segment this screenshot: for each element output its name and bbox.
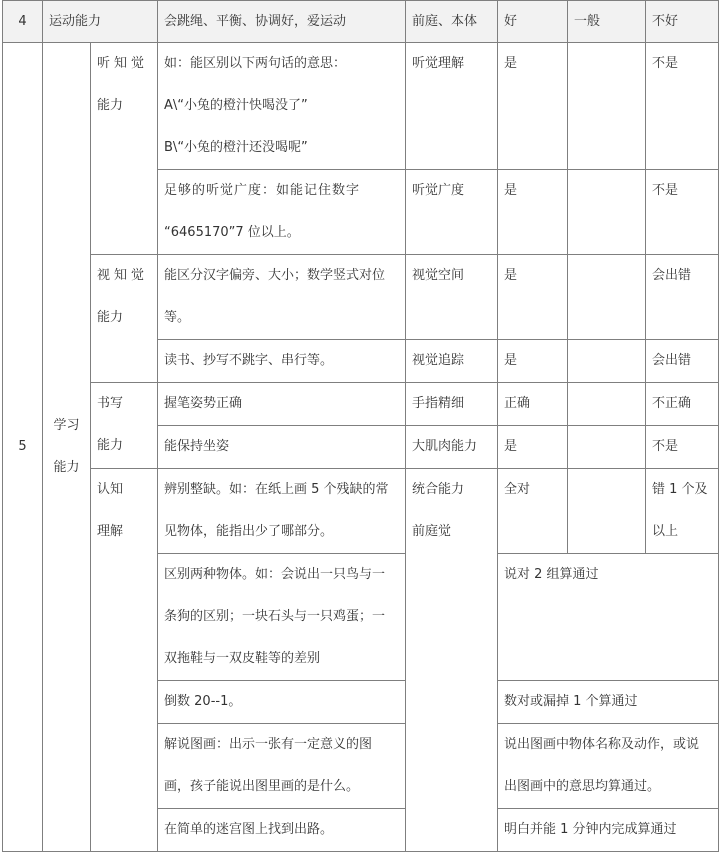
description-line: 能区分汉字偏旁、大小；数学竖式对位 bbox=[164, 268, 386, 283]
description-line: 等。 bbox=[164, 310, 191, 325]
description-line: 解说图画：出示一张有一定意义的图 bbox=[164, 737, 373, 752]
bad-line: 以上 bbox=[652, 524, 679, 539]
group-label-line: 能力 bbox=[97, 310, 124, 325]
row-hearing-comprehension bbox=[3, 43, 719, 170]
group-label-line: 认知 bbox=[97, 482, 124, 497]
description-line: 画，孩子能说出图里画的是什么。 bbox=[164, 779, 360, 794]
bad-cell: 不是 bbox=[646, 43, 719, 170]
pass-criteria-cell: 说对 2 组算通过 bbox=[498, 554, 719, 681]
section-category-line: 能力 bbox=[53, 460, 80, 475]
good-header: 好 bbox=[498, 1, 568, 43]
area-cell: 视觉追踪 bbox=[406, 340, 498, 383]
description-line: 条狗的区别；一块石头与一只鸡蛋；一 bbox=[164, 609, 386, 624]
area-cell bbox=[406, 469, 498, 852]
assessment-table bbox=[2, 0, 719, 852]
average-cell bbox=[568, 43, 646, 170]
group-label-line: 能力 bbox=[97, 98, 124, 113]
pass-criteria-line: 说出图画中物体名称及动作，或说 bbox=[504, 737, 700, 752]
row-motor-ability bbox=[3, 1, 719, 43]
average-cell bbox=[568, 469, 646, 554]
description-line: 足够的听觉广度：如能记住数字 bbox=[164, 183, 361, 198]
good-cell: 全对 bbox=[498, 469, 568, 554]
group-writing bbox=[91, 383, 158, 469]
description-line: B\“小兔的橙汁还没喝呢” bbox=[164, 140, 308, 155]
group-label-line: 视知觉 bbox=[97, 268, 149, 283]
row-number: 4 bbox=[3, 1, 43, 43]
area-cell: 听觉理解 bbox=[406, 43, 498, 170]
description-line: 见物体，能指出少了哪部分。 bbox=[164, 524, 334, 539]
area-cell: 听觉广度 bbox=[406, 170, 498, 255]
bad-cell: 不是 bbox=[646, 426, 719, 469]
average-cell bbox=[568, 340, 646, 383]
description-line: “6465170”7 位以上。 bbox=[164, 225, 300, 240]
average-header: 一般 bbox=[568, 1, 646, 43]
good-cell: 是 bbox=[498, 43, 568, 170]
description-cell: 握笔姿势正确 bbox=[158, 383, 406, 426]
description-cell bbox=[158, 469, 406, 554]
area-line: 前庭觉 bbox=[412, 524, 452, 539]
pass-criteria-cell bbox=[498, 724, 719, 809]
description-cell bbox=[158, 255, 406, 340]
pass-criteria-cell: 明白并能 1 分钟内完成算通过 bbox=[498, 809, 719, 852]
description-cell bbox=[158, 554, 406, 681]
bad-header: 不好 bbox=[646, 1, 719, 43]
description-cell: 在简单的迷宫图上找到出路。 bbox=[158, 809, 406, 852]
row-cognitive-completion bbox=[3, 469, 719, 554]
category-cell: 运动能力 bbox=[43, 1, 158, 43]
description-line: 辨别整缺。如：在纸上画 5 个残缺的常 bbox=[164, 482, 389, 497]
group-label-line: 理解 bbox=[97, 524, 124, 539]
row-visual-spatial bbox=[3, 255, 719, 340]
group-cognitive bbox=[91, 469, 158, 852]
bad-cell bbox=[646, 469, 719, 554]
description-cell: 倒数 20--1。 bbox=[158, 681, 406, 724]
bad-cell: 不是 bbox=[646, 170, 719, 255]
description-cell bbox=[158, 724, 406, 809]
bad-line: 错 1 个及 bbox=[652, 482, 708, 497]
good-cell: 是 bbox=[498, 170, 568, 255]
description-cell: 能保持坐姿 bbox=[158, 426, 406, 469]
good-cell: 是 bbox=[498, 255, 568, 340]
bad-cell: 会出错 bbox=[646, 340, 719, 383]
area-cell: 前庭、本体 bbox=[406, 1, 498, 43]
group-hearing bbox=[91, 43, 158, 255]
pass-criteria-line: 出图画中的意思均算通过。 bbox=[504, 779, 661, 794]
area-cell: 手指精细 bbox=[406, 383, 498, 426]
row-writing-grip bbox=[3, 383, 719, 426]
good-cell: 是 bbox=[498, 340, 568, 383]
area-cell: 大肌肉能力 bbox=[406, 426, 498, 469]
average-cell bbox=[568, 426, 646, 469]
area-line: 统合能力 bbox=[412, 482, 465, 497]
section-category-line: 学习 bbox=[53, 418, 80, 433]
group-label-line: 听知觉 bbox=[97, 56, 149, 71]
area-cell: 视觉空间 bbox=[406, 255, 498, 340]
good-cell: 正确 bbox=[498, 383, 568, 426]
group-label-line: 书写 bbox=[97, 396, 124, 411]
bad-cell: 不正确 bbox=[646, 383, 719, 426]
description-cell: 会跳绳、平衡、协调好，爱运动 bbox=[158, 1, 406, 43]
average-cell bbox=[568, 170, 646, 255]
pass-criteria-cell: 数对或漏掉 1 个算通过 bbox=[498, 681, 719, 724]
group-label-line: 能力 bbox=[97, 438, 124, 453]
good-cell: 是 bbox=[498, 426, 568, 469]
bad-cell: 会出错 bbox=[646, 255, 719, 340]
section-number: 5 bbox=[3, 43, 43, 852]
description-line: 区别两种物体。如：会说出一只鸟与一 bbox=[164, 567, 386, 582]
description-cell bbox=[158, 170, 406, 255]
average-cell bbox=[568, 383, 646, 426]
description-line: 如：能区别以下两句话的意思： bbox=[164, 56, 347, 71]
description-line: 双拖鞋与一双皮鞋等的差别 bbox=[164, 651, 321, 666]
description-cell: 读书、抄写不跳字、串行等。 bbox=[158, 340, 406, 383]
group-visual bbox=[91, 255, 158, 383]
description-cell bbox=[158, 43, 406, 170]
description-line: A\“小兔的橙汁快喝没了” bbox=[164, 98, 308, 113]
section-category bbox=[43, 43, 91, 852]
average-cell bbox=[568, 255, 646, 340]
